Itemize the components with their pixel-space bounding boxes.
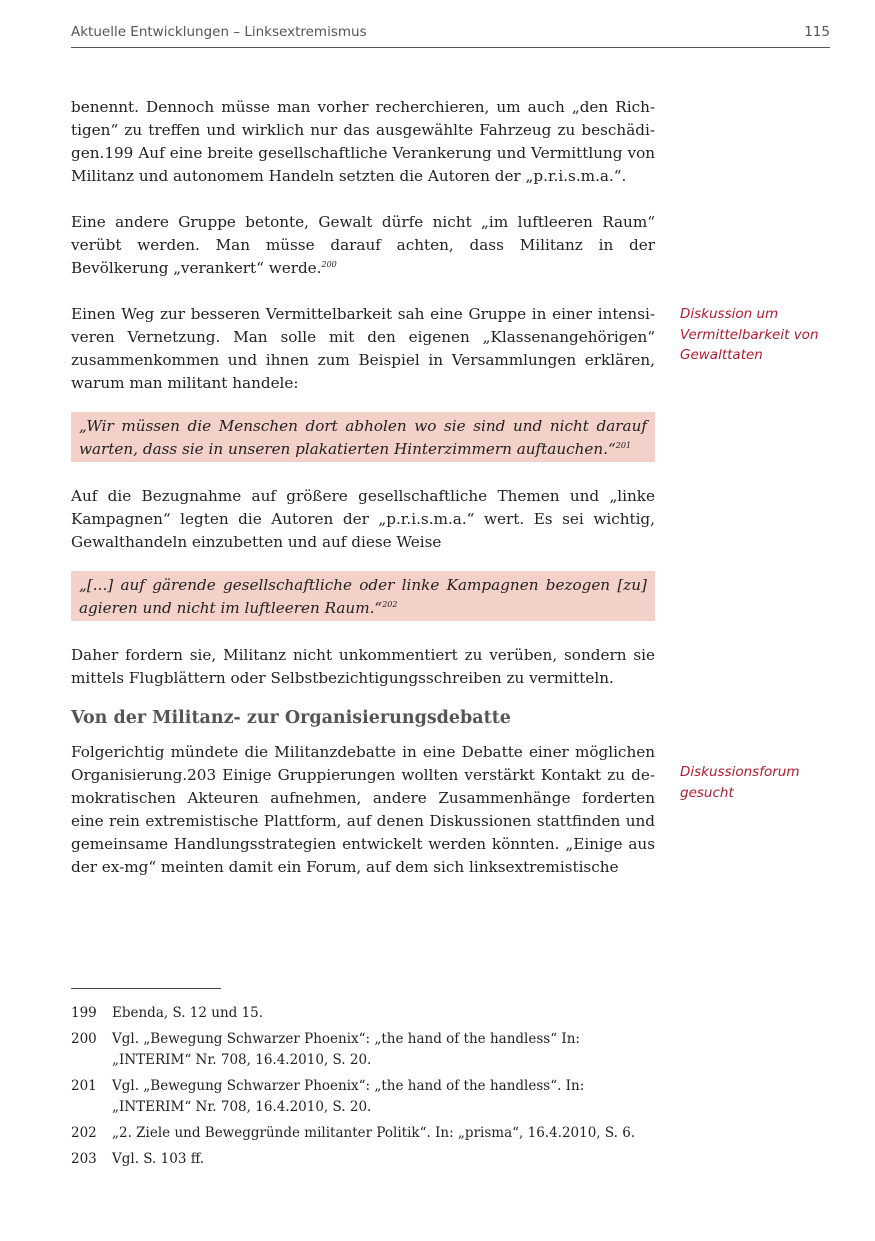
footnote-text: Ebenda, S. 12 und 15.: [112, 1005, 264, 1021]
footnote-ref-202: 202: [382, 600, 398, 609]
paragraph-5: Daher fordern sie, Militanz nicht unkommentiert zu verüben, sondern sie mittels Flugblättern oder Selbstbezichtigungsschreiben zu vermitteln.: [71, 646, 655, 687]
paragraph-1: benennt. Dennoch müsse man vorher recherchieren, um auch „den Richtigen“ zu treffen und wirklich nur das ausgewählte Fahrzeug zu beschädigen.199 Auf eine breite gesellschaftliche Verankerung und Vermittlung von Militanz und autonomem Handeln setzten die Autoren der „p.r.i.s.m.a.“.: [71, 98, 655, 185]
footnote-number: 201: [71, 1078, 97, 1094]
paragraph-2-text: Eine andere Gruppe betonte, Gewalt dürfe nicht „im luftleeren Raum“ verübt werden. Man müsse darauf achten, dass Militanz in der Bevölkerung „verankert“ werde.: [71, 213, 655, 277]
footnote-text: Vgl. S. 103 ff.: [112, 1151, 205, 1167]
block-quote-1-text: „Wir müssen die Menschen dort abholen wo sie sind und nicht darauf warten, dass sie in unseren plakatierten Hinterzimmern auftauchen.“: [79, 417, 647, 458]
footnote-number: 203: [71, 1151, 97, 1167]
footnote-ref-200: 200: [321, 260, 337, 269]
footnote-203: [71, 1149, 661, 1170]
margin-note-vermittelbarkeit: Diskussion um Vermittelbarkeit von Gewalttaten: [680, 306, 819, 363]
block-quote-2-text: „[...] auf gärende gesellschaftliche oder linke Kampagnen bezogen [zu] agieren und nicht im luftleeren Raum.“: [79, 576, 647, 617]
footnote-202: [71, 1123, 661, 1144]
paragraph-2: [71, 211, 655, 280]
footnote-200: [71, 1029, 661, 1071]
main-text: [71, 96, 655, 879]
running-header: [71, 22, 830, 48]
block-quote-1: [71, 412, 655, 462]
section-heading: Von der Militanz- zur Organisierungsdebatte: [71, 708, 511, 728]
paragraph-6: Folgerichtig mündete die Militanzdebatte in eine Debatte einer möglichen Organisierung.203 Einige Gruppierungen wollten verstärkt Kontakt zu demokratischen Akteuren aufnehmen, andere Zusammenhänge forderten eine rein extremistische Plattform, auf denen Diskussionen stattfinden und gemeinsame Handlungsstrategien entwickelt werden könnten. „Einige aus der ex-mg“ meinten damit ein Forum, auf dem sich linksextremistische: [71, 743, 655, 876]
paragraph-4: Auf die Bezugnahme auf größere gesellschaftliche Themen und „linke Kampagnen“ legten die Autoren der „p.r.i.s.m.a.“ wert. Es sei wichtig, Gewalthandeln einzubetten und auf diese Weise: [71, 487, 655, 551]
block-quote-2: [71, 571, 655, 621]
footnote-text: Vgl. „Bewegung Schwarzer Phoenix“: „the hand of the handless“ In: „INTERIM“ Nr. 708, 16.4.2010, S. 20.: [112, 1031, 580, 1068]
footnotes: [71, 1003, 661, 1175]
footnote-number: 199: [71, 1005, 97, 1021]
margin-note-diskussionsforum: Diskussionsforum gesucht: [680, 764, 800, 801]
footnote-divider: [71, 988, 221, 989]
paragraph-3: Einen Weg zur besseren Vermittelbarkeit sah eine Gruppe in einer intensiveren Vernetzung. Man solle mit den eigenen „Klassenangehörigen“ zusammenkommen und ihnen zum Beispiel in Versammlungen erklären, warum man militant handele:: [71, 305, 655, 392]
footnote-199: [71, 1003, 661, 1024]
footnote-number: 202: [71, 1125, 97, 1141]
running-header-title: Aktuelle Entwicklungen – Linksextremismus: [71, 24, 367, 40]
page-number: 115: [804, 24, 830, 40]
footnote-text: Vgl. „Bewegung Schwarzer Phoenix“: „the hand of the handless“. In: „INTERIM“ Nr. 708, 16.4.2010, S. 20.: [112, 1078, 585, 1115]
footnote-ref-201: 201: [615, 441, 632, 450]
footnote-text: „2. Ziele und Beweggründe militanter Politik“. In: „prisma“, 16.4.2010, S. 6.: [112, 1125, 636, 1141]
footnote-201: [71, 1076, 661, 1118]
footnote-number: 200: [71, 1031, 97, 1047]
